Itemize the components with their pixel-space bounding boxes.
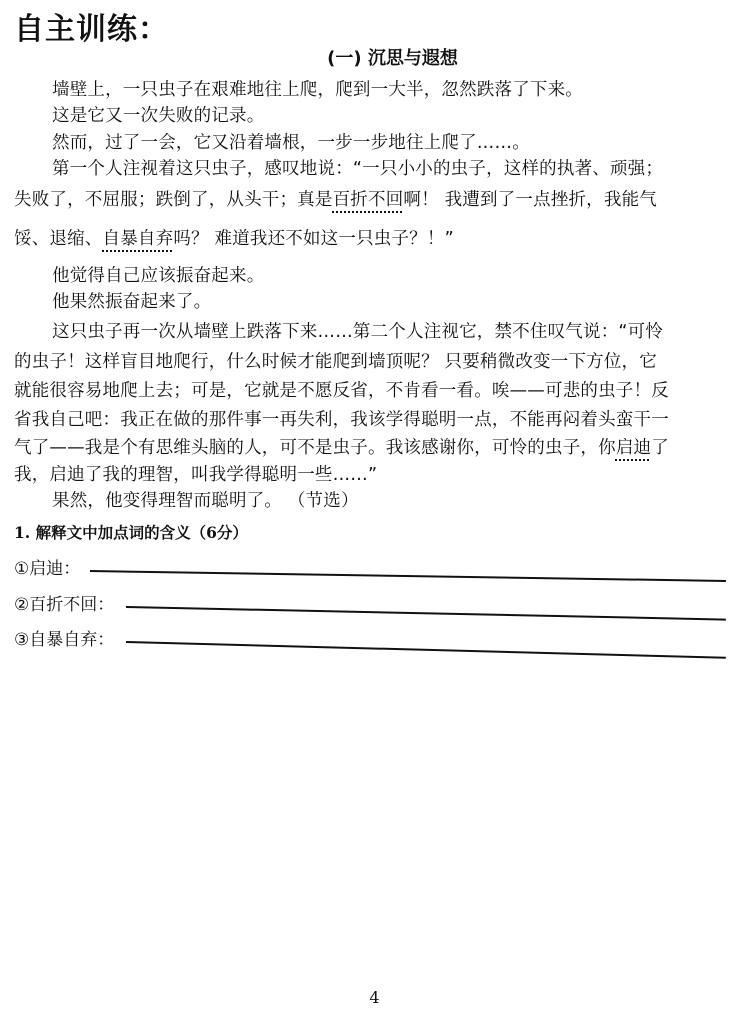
passage-line-1: 墙壁上，一只虫子在艰难地往上爬，爬到一大半，忽然跌落了下来。 xyxy=(52,80,583,100)
answer-label: ①启迪： xyxy=(14,559,81,579)
passage-line-15: 果然，他变得理智而聪明了。 （节选） xyxy=(52,491,359,511)
answer-blank-3[interactable] xyxy=(126,641,726,659)
passage-text: 气了——我是个有思维头脑的人，可不是虫子。我该感谢你，可怜的虫子，你 xyxy=(14,438,616,458)
passage-line-11: 就能很容易地爬上去；可是，它就是不愿反省，不肯看一看。唉——可悲的虫子！反 xyxy=(14,381,669,401)
passage-line-13 xyxy=(14,438,669,458)
passage-line-5 xyxy=(14,190,657,210)
dotted-term-baizhebuhui: 百折不回 xyxy=(332,190,404,210)
passage-line-8: 他果然振奋起来了。 xyxy=(52,292,212,312)
answer-blank-2[interactable] xyxy=(126,606,726,621)
answer-row-3 xyxy=(14,625,734,651)
answer-row-1 xyxy=(14,554,734,580)
section-title: (一) 沉思与遐想 xyxy=(327,48,458,69)
answer-blank-1[interactable] xyxy=(90,570,726,582)
answer-row-2 xyxy=(14,590,734,616)
dotted-term-qidi: 启迪 xyxy=(615,438,652,458)
passage-text: 吗？ 难道我还不如这一只虫子？！” xyxy=(173,229,454,249)
question-title: 1. 解释文中加点词的含义（6分） xyxy=(14,523,248,542)
passage-line-2: 这是它又一次失败的记录。 xyxy=(52,106,265,126)
answer-label: ②百折不回： xyxy=(14,595,115,615)
passage-line-3: 然而，过了一会，它又沿着墙根，一步一步地往上爬了……。 xyxy=(52,133,530,153)
passage-line-10: 的虫子！这样盲目地爬行，什么时候才能爬到墙顶呢？ 只要稍微改变一下方位，它 xyxy=(14,352,657,372)
page-number: 4 xyxy=(369,988,380,1007)
passage-text: 馁、退缩、 xyxy=(14,229,103,249)
passage-line-7: 他觉得自己应该振奋起来。 xyxy=(52,266,265,286)
passage-text: 啊！ 我遭到了一点挫折，我能气 xyxy=(403,190,657,210)
page-heading: 自主训练： xyxy=(14,12,169,47)
passage-line-9: 这只虫子再一次从墙壁上跌落下来……第二个人注视它，禁不住叹气说：“可怜 xyxy=(52,322,664,342)
passage-text: 失败了，不屈服；跌倒了，从头干；真是 xyxy=(14,190,333,210)
passage-line-4: 第一个人注视着这只虫子，感叹地说：“一只小小的虫子，这样的执著、顽强； xyxy=(52,159,664,179)
passage-line-14: 我，启迪了我的理智，叫我学得聪明一些……” xyxy=(14,465,378,485)
passage-text: 了 xyxy=(651,438,669,458)
dotted-term-zibaoziqi: 自暴自弃 xyxy=(102,229,174,249)
passage-line-12: 省我自己吧：我正在做的那件事一再失利，我该学得聪明一点，不能再闷着头蛮干一 xyxy=(14,410,669,430)
answer-label: ③自暴自弃： xyxy=(14,630,115,650)
passage-line-6 xyxy=(14,229,454,249)
